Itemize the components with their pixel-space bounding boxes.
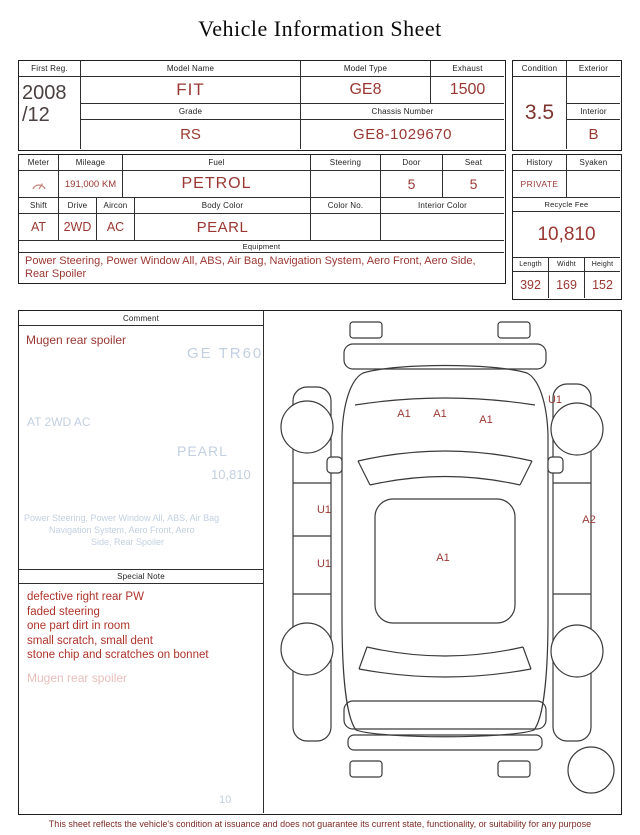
first-reg-value: [19, 77, 81, 149]
history-value: PRIVATE: [513, 171, 567, 198]
special-note-line: one part dirt in room: [27, 620, 130, 633]
width-label: Widht: [549, 258, 585, 272]
body-color-label: Body Color: [135, 198, 311, 214]
seat-value: 5: [443, 171, 504, 198]
special-note-line: small scratch, small dent: [27, 634, 153, 647]
ghost-text: AT 2WD AC: [27, 415, 91, 429]
steering-label: Steering: [311, 155, 381, 171]
ghost-text: Mugen rear spoiler: [27, 671, 128, 685]
condition-label: Condition: [513, 61, 567, 77]
mileage-value: 191,000 KM: [59, 171, 123, 198]
equipment-value: Power Steering, Power Window All, ABS, Air Bag, Navigation System, Aero Front, Aero Side, Rear Spoiler: [25, 255, 476, 280]
exterior-label: Exterior: [567, 61, 620, 77]
rear-trim-left: [350, 761, 382, 777]
left-mirror: [327, 457, 342, 473]
recycle-fee-label: Recycle Fee: [513, 198, 620, 212]
rear-trim-right: [498, 761, 530, 777]
damage-mark-u1-left-side-1: U1: [316, 504, 332, 516]
history-table: [512, 154, 622, 300]
shift-label: Shift: [19, 198, 59, 214]
fuel-label: Fuel: [123, 155, 311, 171]
special-note-line: defective right rear PW: [27, 591, 144, 603]
exhaust-label: Exhaust: [431, 61, 504, 77]
spare-tire: [568, 747, 614, 793]
windshield-bottom: [370, 477, 520, 486]
meter-icon: [30, 178, 48, 191]
condition-table: [512, 60, 622, 151]
page-title: Vehicle Information Sheet: [198, 16, 442, 41]
special-note-header: Special Note: [19, 569, 263, 584]
steering-value: [311, 171, 381, 198]
interior-color-label: Interior Color: [381, 198, 504, 214]
wheel-rear-left: [281, 623, 333, 675]
ghost-text: Side, Rear Spoiler: [91, 537, 165, 547]
comment-header: Comment: [19, 311, 263, 326]
damage-mark-u1-front-right: U1: [547, 394, 563, 406]
meter-label: Meter: [19, 155, 59, 171]
mileage-label: Mileage: [59, 155, 123, 171]
damage-mark-a1-bonnet-2: A1: [433, 408, 447, 420]
door-value: 5: [381, 171, 443, 198]
height-value: 152: [592, 278, 613, 292]
interior-label: Interior: [567, 104, 620, 120]
aircon-value: AC: [97, 214, 135, 241]
recycle-fee-value: 10,810: [513, 212, 620, 258]
damage-mark-u1-left-side-2: U1: [316, 558, 332, 570]
damage-mark-a2-right-side: A2: [582, 514, 596, 526]
model-type-value: GE8: [301, 77, 431, 104]
ghost-text: Power Steering, Power Window All, ABS, Air Bag: [24, 513, 220, 523]
rear-window-top: [367, 647, 523, 656]
ghost-text: PEARL: [177, 443, 228, 459]
wheel-front-right: [551, 403, 603, 455]
right-mirror: [548, 457, 563, 473]
equipment-label: Equipment: [19, 241, 504, 253]
drive-label: Drive: [59, 198, 97, 214]
damage-mark-a1-bonnet-3: A1: [479, 414, 493, 426]
registration-table: [18, 60, 506, 151]
length-value: 392: [513, 272, 549, 298]
wheel-front-left: [281, 401, 333, 453]
model-type-label: Model Type: [301, 61, 431, 77]
chassis-number-label: Chassis Number: [301, 104, 504, 120]
wheel-rear-right: [551, 625, 603, 677]
color-no-label: Color No.: [311, 198, 381, 214]
aircon-label: Aircon: [97, 198, 135, 214]
damage-mark-a1-roof: A1: [436, 552, 450, 564]
fuel-value: PETROL: [123, 171, 311, 198]
comment-text: Mugen rear spoiler: [26, 333, 127, 347]
meter-value: [19, 171, 59, 198]
rear-window-bottom: [359, 669, 531, 677]
width-value: 169: [549, 272, 585, 298]
model-name-value: FIT: [81, 77, 301, 104]
seat-label: Seat: [443, 155, 504, 171]
specs-table: [18, 154, 506, 284]
condition-value: 3.5: [513, 77, 567, 149]
syaken-value: [567, 171, 620, 198]
length-label: Length: [513, 258, 549, 272]
condition-report-block: [18, 310, 622, 815]
front-trim-right: [498, 322, 530, 338]
chassis-number-value: GE8-1029670: [353, 126, 452, 143]
grade-value: RS: [81, 120, 301, 149]
color-no-value: [311, 214, 381, 241]
ghost-text: Navigation System, Aero Front, Aero: [49, 525, 195, 535]
history-label: History: [513, 155, 567, 171]
interior-value: B: [588, 126, 599, 143]
special-note-line: stone chip and scratches on bonnet: [27, 649, 209, 662]
model-name-label: Model Name: [81, 61, 301, 77]
ghost-text: 10,810: [211, 467, 251, 482]
first-reg-month: /12: [22, 104, 50, 126]
exhaust-value: 1500: [431, 77, 504, 104]
disclaimer-text: This sheet reflects the vehicle's condition at issuance and does not guarantee its current state, functionality, or suitability for any purpose: [48, 819, 592, 829]
special-note-body: [27, 590, 257, 663]
body-color-value: PEARL: [135, 214, 311, 241]
syaken-label: Syaken: [567, 155, 620, 171]
special-note-line: faded steering: [27, 605, 100, 618]
ghost-text: 10: [219, 794, 232, 806]
exterior-value: [567, 77, 620, 104]
first-reg-year: 2008: [22, 82, 67, 104]
interior-color-value: [381, 214, 504, 241]
rear-bumper: [344, 701, 546, 729]
windshield-top: [358, 451, 532, 461]
ghost-text: GE TR60: [187, 345, 264, 362]
front-trim-left: [350, 322, 382, 338]
damage-mark-a1-bonnet-1: A1: [397, 408, 411, 420]
hood-line: [355, 398, 535, 405]
grade-label: Grade: [81, 104, 301, 120]
height-label: Height: [585, 258, 620, 272]
first-reg-label: First Reg.: [19, 61, 81, 77]
drive-value: 2WD: [59, 214, 97, 241]
door-label: Door: [381, 155, 443, 171]
shift-value: AT: [19, 214, 59, 241]
